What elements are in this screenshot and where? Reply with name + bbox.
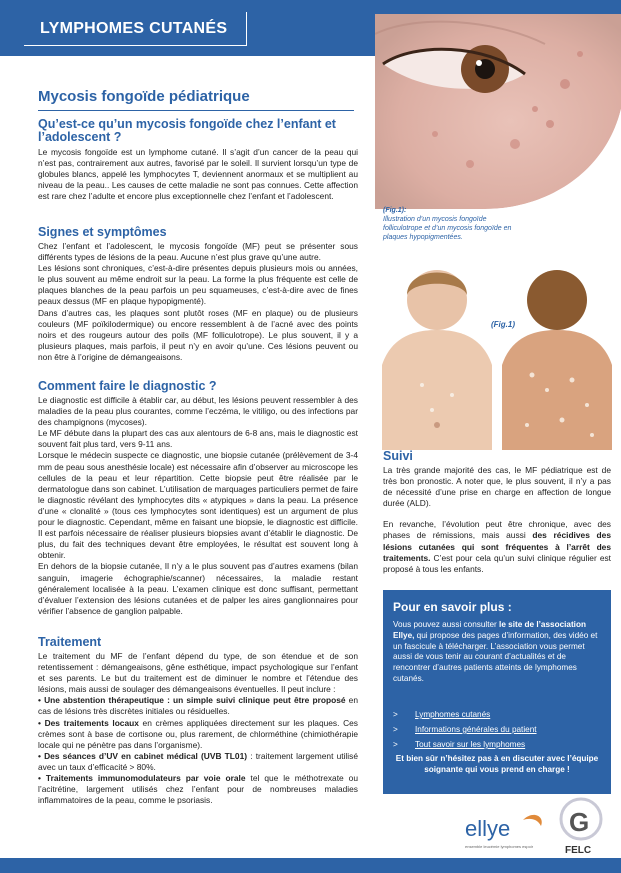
section-treatment — [38, 636, 358, 806]
section-intro — [38, 118, 358, 202]
diagnosis-paragraph: Le MF débute dans la plupart des cas aux alentours de 6-8 ans, mais le diagnostic est souvent fait plus tard, vers 9-11 ans. — [38, 428, 358, 450]
svg-text:ellye: ellye — [465, 816, 511, 841]
info-closing: Et bien sûr n’hésitez pas à en discuter avec l’équipe soignante qui vous prend en charge ! — [395, 754, 599, 774]
suivi-paragraph: La très grande majorité des cas, le MF pédiatrique est de très bon pronostic. A noter que, le plus souvent, il n’y a pas de nécessité d’une prise en charge en affection de longue durée (ALD). — [383, 465, 611, 509]
signs-heading: Signes et symptômes — [38, 225, 167, 239]
intro-heading: Qu’est-ce qu’un mycosis fongoïde chez l’enfant et l’adolescent ? — [38, 117, 336, 144]
figure-caption: (Fig.1): Illustration d’un mycosis fongoïde folliculotrope et d’un mycosis fongoïde en plaques hypopigmentées. — [383, 207, 512, 241]
child-back-photo — [382, 255, 620, 450]
page-title: Mycosis fongoïde pédiatrique — [38, 88, 250, 105]
suivi-heading: Suivi — [383, 449, 413, 463]
treatment-heading: Traitement — [38, 635, 102, 649]
signs-paragraph: Dans d’autres cas, les plaques sont plutôt roses (MF en plaque) ou de plusieurs couleurs (MF poïkilodermique) ou encore ressemblent à de l’acné avec des points noirs et des rougeurs autour des poils (MF folliculotrope). Le plus souvent, il y a plusieurs plaques, mais parfois, il peut n’y en avoir qu’une. Ces lésions peuvent ou non être à l’origine de démangeaisons. — [38, 307, 358, 362]
treatment-item: • Des séances d’UV en cabinet médical (UVB TL01) : traitement largement utilisé avec un taux d’efficacité > 80%. — [38, 750, 358, 772]
treatment-item: • Traitements immunomodulateurs par voie orale tel que le méthotrexate ou l’acitrétine, largement utilisés chez l’enfant pour de nombreuses maladies inflammatoires de la peau, comme le psoriasis. — [38, 773, 358, 806]
info-links — [393, 707, 601, 752]
diagnosis-paragraph: Lorsque le médecin suspecte ce diagnostic, une biopsie cutanée (prélèvement de 3-4 mm de peau sous anesthésie locale) est nécessaire afin d’observer au microscope les cellules de la peau et leur répartition. Cette biopsie peut être réalisée par le dermatologue dans son cabinet. L’utilisation de marquages particuliers permet de faire le diagnostic révélant des lymphocytes dits « atypiques » dans la peau. La présence d’une « clonalité » (tous ces lymphocytes sont identiques) est un argument de plus pour le diagnostic. Cependant, même en faisant une biopsie, le diagnostic est difficile. Il est parfois nécessaire de réaliser plusieurs biopsies avant d’établir le diagnostic. De plus, du fait des techniques devant être employées, le résultat est souvent long à obtenir. — [38, 450, 358, 561]
info-box — [383, 590, 611, 794]
section-signs — [38, 226, 358, 363]
figure-label: (Fig.1) — [491, 320, 515, 329]
treatment-item: • Des traitements locaux en crèmes appliquées directement sur les plaques. Ces crèmes sont à base de cortisone ou, plus rarement, de chlorméthine (chimiothérapie locale qui ne pénètre pas dans l’organisme). — [38, 717, 358, 750]
felc-logo — [555, 797, 607, 859]
section-suivi — [383, 450, 611, 575]
diagnosis-paragraph: Le diagnostic est difficile à établir car, au début, les lésions peuvent ressembler à des maladies de la peau plus courantes, comme l’eczéma, le vitiligo, ou des infections par des champignons (mycoses). — [38, 395, 358, 428]
diagnosis-paragraph: En dehors de la biopsie cutanée, Il n’y a le plus souvent pas d’autres examens (bilan sanguin, imagerie échographie/scanner) nécessaires, la maladie restant généralement localisée à la peau. L’examen clinique est donc suffisant, permettant d’évaluer l’extension des lésions cutanées et de palper les aires ganglionnaires pour vérifier l’absence de ganglion palpable. — [38, 561, 358, 616]
treatment-item: • Une abstention thérapeutique : un simple suivi clinique peut être proposé en cas de lésions très discrètes initiales ou résiduelles. — [38, 695, 358, 717]
suivi-paragraph-2: En revanche, l’évolution peut être chronique, avec des phases de rémissions, mais aussi des récidives des lésions cutanées qui sont fréquentes à l’arrêt des traitements. C’est pour cela qu’un suivi clinique régulier est proposé à tous les enfants. — [383, 519, 611, 574]
signs-paragraph: Les lésions sont chroniques, c’est-à-dire présentes depuis plusieurs mois ou années, le plus souvent au même endroit sur la peau. La forme la plus fréquente est celle de plaques blanches de la peau parfois un peu squameuses, c’est-à-dire avec de fines peaux dessus (MF en plaque hypopigmenté). — [38, 263, 358, 307]
svg-text:G: G — [569, 807, 590, 837]
treatment-intro: Le traitement du MF de l’enfant dépend du type, de son étendue et de son retentissement : démangeaisons, gêne esthétique, impact psychologique sur l’enfant et ses parents. Le but du traitement est de diminuer le nombre et l’étendue des lésions, mais aussi de soulager des démangeaisons éventuelles. Il peut inclure : — [38, 651, 358, 695]
info-link[interactable]: > Tout savoir sur les lymphomes — [393, 740, 526, 749]
footer-band — [0, 858, 621, 873]
header-title: LYMPHOMES CUTANÉS — [40, 20, 228, 37]
treatment-list — [38, 695, 358, 806]
svg-text:FELC: FELC — [565, 845, 592, 856]
info-link[interactable]: > Informations générales du patient — [393, 725, 537, 734]
info-title: Pour en savoir plus : — [393, 600, 512, 614]
signs-paragraph: Chez l’enfant et l’adolescent, le mycosis fongoïde (MF) peut se présenter sous différents types de lésions de la peau. Aucune n’est plus grave qu’une autre. — [38, 241, 358, 263]
hero-eye-photo — [375, 14, 621, 209]
section-diagnosis — [38, 380, 358, 617]
ellye-logo — [463, 808, 548, 856]
intro-text: Le mycosis fongoïde est un lymphome cutané. Il s’agit d’un cancer de la peau qui n’est pas, contrairement aux autres, favorisé par le soleil. Il survient lorsqu’un type de globules blancs, appelé les lymphocytes T, deviennent anormaux et se multiplient au niveau de la peau.. Les causes de cette maladie ne sont pas connues. Cette affection est rare chez l’adulte et encore plus exceptionnelle chez l’enfant et l’adolescent. — [38, 147, 358, 202]
diagnosis-heading: Comment faire le diagnostic ? — [38, 379, 217, 393]
title-divider — [38, 110, 354, 111]
svg-text:ensemble leucémie lymphomes es: ensemble leucémie lymphomes espoir — [465, 844, 534, 849]
info-link[interactable]: > Lymphomes cutanés — [393, 710, 491, 719]
info-text: Vous pouvez aussi consulter le site de l’association Ellye, qui propose des pages d’information, des vidéo et un fascicule à télécharger. L’association vous permet aussi de vous tenir au courant d’actualités et de rencontrer d’autres patients atteints de lymphomes cutanés. — [393, 620, 598, 683]
